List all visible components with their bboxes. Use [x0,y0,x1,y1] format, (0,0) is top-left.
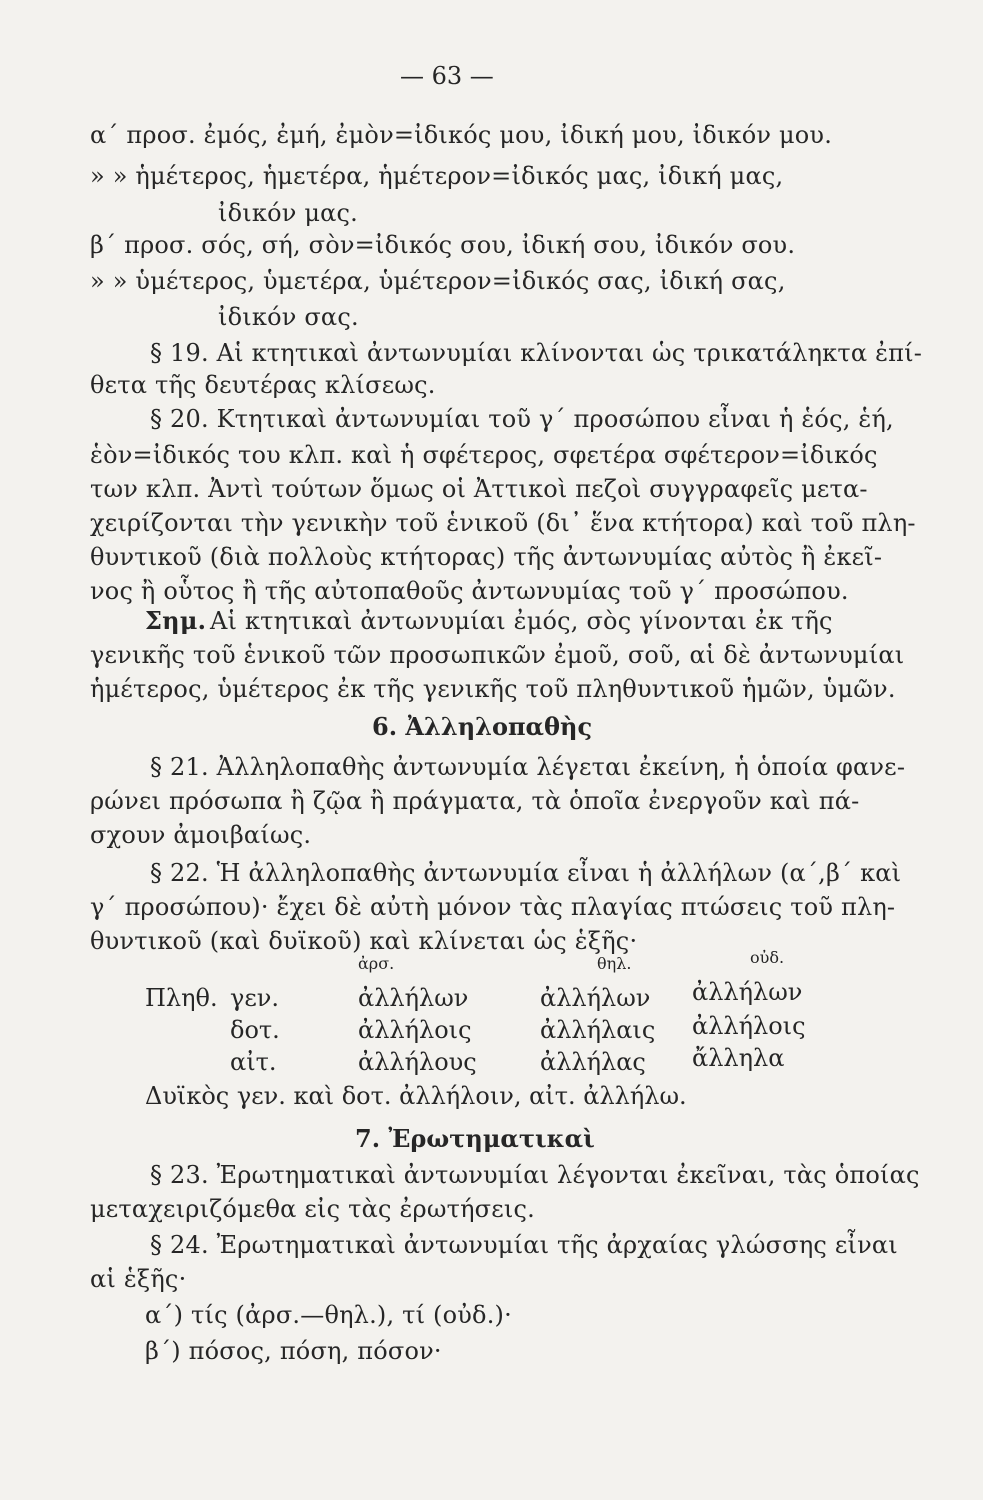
text-line: § 20. Κτητικαὶ ἀντωνυμίαι τοῦ γ΄ προσώπου εἶναι ἡ ἑός, ἑή, [150,405,894,433]
text-line: μεταχειριζόμεθα εἰς τὰς ἐρωτήσεις. [90,1195,535,1223]
text-line: χειρίζονται τὴν γενικὴν τοῦ ἑνικοῦ (δι᾿ ἕνα κτήτορα) καὶ τοῦ πλη- [90,509,916,537]
table-cell: ἀλλήλων [540,984,651,1012]
note-label: Σημ. [145,606,207,635]
table-cell: ἄλληλα [692,1044,785,1072]
text-line: θετα τῆς δευτέρας κλίσεως. [90,371,436,399]
note-line: γενικῆς τοῦ ἑνικοῦ τῶν προσωπικῶν ἐμοῦ, σοῦ, αἱ δὲ ἀντωνυμίαι [90,641,905,669]
column-header: ἀρσ. [358,954,395,973]
table-cell: ἀλλήλοις [358,1016,472,1044]
table-cell: ἀλλήλων [692,978,803,1006]
page-number: — 63 — [400,62,494,90]
note-line: ἡμέτερος, ὑμέτερος ἐκ τῆς γενικῆς τοῦ πληθυντικοῦ ἡμῶν, ὑμῶν. [90,675,896,703]
text-line: ἰδικόν σας. [218,303,359,331]
text-line: θυντικοῦ (καὶ δυϊκοῦ) καὶ κλίνεται ὡς ἑξῆς· [90,927,638,955]
text-line: § 22. Ἡ ἀλληλοπαθὴς ἀντωνυμία εἶναι ἡ ἀλλήλων (α΄,β΄ καὶ [150,859,902,887]
dual-line: Δυϊκὸς γεν. καὶ δοτ. ἀλλήλοιν, αἰτ. ἀλλήλω. [145,1082,687,1110]
case-label: αἰτ. [230,1048,277,1076]
text-line: των κλπ. Ἀντὶ τούτων ὅμως οἱ Ἀττικοὶ πεζοὶ συγγραφεῖς μετα- [90,475,868,503]
text-line: ἑὸν=ἰδικός του κλπ. καὶ ἡ σφέτερος, σφετέρα σφέτερον=ἰδικός [90,441,878,469]
text-line: σχουν ἀμοιβαίως. [90,821,312,849]
column-header: οὐδ. [750,948,785,967]
text-line: β΄ προσ. σός, σή, σὸν=ἰδικός σου, ἰδική σου, ἰδικόν σου. [90,231,796,259]
text-line: § 23. Ἐρωτηματικαὶ ἀντωνυμίαι λέγονται ἐκεῖναι, τὰς ὁποίας [150,1161,920,1189]
case-label: δοτ. [230,1016,280,1044]
table-cell: ἀλλήλαις [540,1016,656,1044]
text-line: § 24. Ἐρωτηματικαὶ ἀντωνυμίαι τῆς ἀρχαίας γλώσσης εἶναι [150,1231,898,1259]
text-line: α΄ προσ. ἐμός, ἐμή, ἐμὸν=ἰδικός μου, ἰδική μου, ἰδικόν μου. [90,121,833,149]
case-label: γεν. [230,984,279,1012]
column-header: θηλ. [597,954,632,973]
list-item: β΄) πόσος, πόση, πόσον· [145,1337,442,1365]
text-line: » » ὑμέτερος, ὑμετέρα, ὑμέτερον=ἰδικός σας, ἰδική σας, [90,267,786,295]
text-line: § 21. Ἀλληλοπαθὴς ἀντωνυμία λέγεται ἐκείνη, ἡ ὁποία φανε- [150,753,906,781]
section-heading: 6. Ἀλληλοπαθὴς [372,712,593,741]
text-line: αἱ ἑξῆς· [90,1265,187,1293]
list-item: α΄) τίς (ἀρσ.—θηλ.), τί (οὐδ.)· [145,1301,512,1329]
text-line: νος ἢ οὗτος ἢ τῆς αὐτοπαθοῦς ἀντωνυμίας τοῦ γ΄ προσώπου. [90,577,849,605]
text-line: θυντικοῦ (διὰ πολλοὺς κτήτορας) τῆς ἀντωνυμίας αὐτὸς ἢ ἐκεῖ- [90,543,883,571]
text-line: ρώνει πρόσωπα ἢ ζῷα ἢ πράγματα, τὰ ὁποῖα ἐνεργοῦν καὶ πά- [90,787,860,815]
text-line: » » ἡμέτερος, ἡμετέρα, ἡμέτερον=ἰδικός μας, ἰδική μας, [90,162,784,190]
table-cell: ἀλλήλοις [692,1012,806,1040]
text-line: § 19. Αἱ κτητικαὶ ἀντωνυμίαι κλίνονται ὡς τρικατάληκτα ἐπί- [150,339,923,367]
section-heading: 7. Ἐρωτηματικαὶ [355,1124,595,1153]
text-line: γ΄ προσώπου)· ἔχει δὲ αὐτὴ μόνον τὰς πλαγίας πτώσεις τοῦ πλη- [90,893,896,921]
table-cell: ἀλλήλους [358,1048,477,1076]
table-cell: ἀλλήλων [358,984,469,1012]
text-line: ἰδικόν μας. [218,199,359,227]
number-label: Πληθ. [145,984,218,1012]
table-cell: ἀλλήλας [540,1048,646,1076]
note-line: Αἱ κτητικαὶ ἀντωνυμίαι ἐμός, σὸς γίνονται ἐκ τῆς [210,607,833,635]
